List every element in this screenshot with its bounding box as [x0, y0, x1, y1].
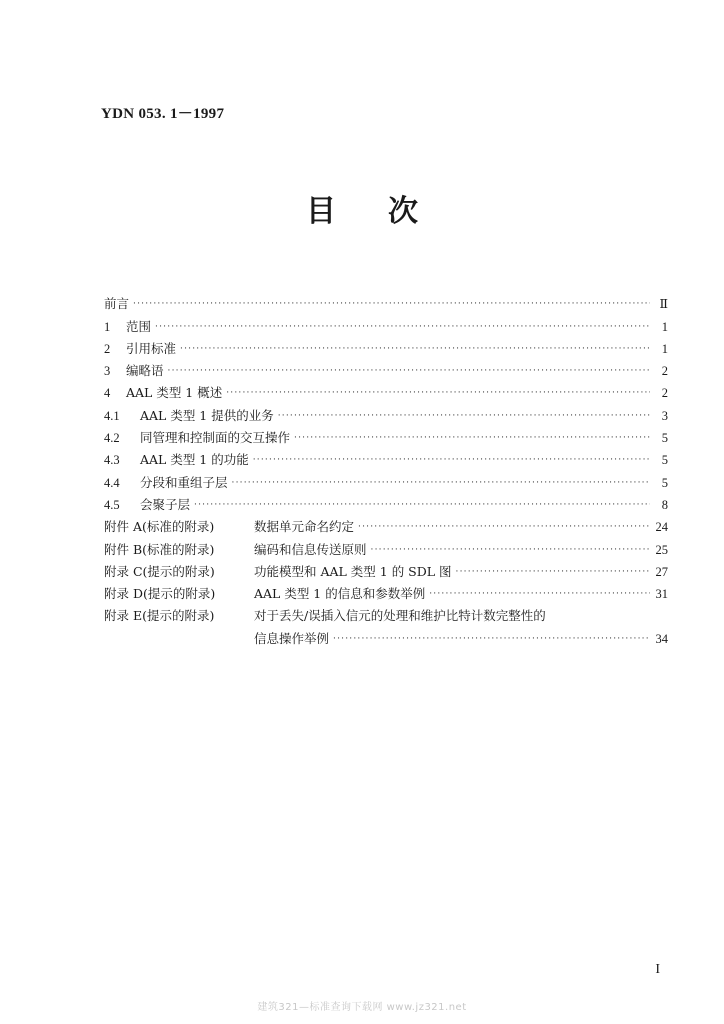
toc-entry-page: 1 [661, 319, 668, 334]
site-watermark: 建筑321—标准查询下载网 www.jz321.net [257, 1002, 467, 1013]
toc-entry-page: 25 [655, 542, 668, 557]
dot-leader [456, 564, 650, 580]
toc-entry-appendix-b[interactable] [104, 535, 668, 557]
toc-entry-label: AAL 类型 1 的功能 [140, 452, 249, 468]
dot-leader [429, 586, 650, 602]
toc-entry-foreword[interactable] [104, 290, 668, 312]
toc-entry-4-4[interactable] [104, 468, 668, 490]
toc-entry-scope[interactable] [104, 312, 668, 334]
dot-leader [226, 385, 650, 401]
toc-entry-label: 编码和信息传送原则 [254, 541, 367, 557]
dot-leader [133, 296, 650, 312]
dot-leader [168, 363, 650, 379]
toc-entry-appendix-e[interactable] [104, 602, 668, 624]
toc-entry-page: 3 [661, 408, 668, 423]
toc-entry-appendix-e-continued[interactable] [104, 624, 668, 646]
toc-entry-label: 数据单元命名约定 [254, 519, 355, 535]
toc-entry-label: 同管理和控制面的交互操作 [140, 430, 291, 446]
toc-entry-references[interactable] [104, 335, 668, 357]
toc-entry-page: 5 [661, 453, 668, 468]
toc-entry-4-5[interactable] [104, 491, 668, 513]
appendix-prefix: 附件 A(标准的附录) [104, 519, 215, 535]
dot-leader [155, 319, 650, 335]
toc-entry-page: 34 [655, 631, 668, 646]
toc-entry-page: 2 [661, 386, 668, 401]
toc-entry-page: 8 [661, 497, 668, 512]
toc-entry-appendix-d[interactable] [104, 580, 668, 602]
toc-entry-label: AAL 类型 1 的信息和参数举例 [254, 586, 426, 602]
title-char-1: 目 [306, 194, 336, 229]
dot-leader [278, 408, 650, 424]
toc-entry-appendix-c[interactable] [104, 558, 668, 580]
appendix-prefix: 附录 D(提示的附录) [104, 586, 216, 602]
toc-entry-label: 功能模型和 AAL 类型 1 的 SDL 图 [254, 563, 452, 579]
toc-entry-page: 1 [661, 341, 668, 356]
toc-entry-page: Ⅱ [659, 297, 668, 312]
toc-entry-number: 4.1 [104, 408, 120, 423]
toc-entry-4-1[interactable] [104, 401, 668, 423]
dot-leader [232, 475, 650, 491]
toc-entry-number: 4.3 [104, 453, 120, 468]
toc-entry-label: 信息操作举例 [254, 630, 330, 646]
toc-entry-number: 4.4 [104, 475, 120, 490]
page-title [0, 186, 724, 230]
toc-entry-number: 3 [104, 364, 111, 379]
toc-entry-label: 编略语 [126, 363, 164, 379]
toc-entry-number: 4 [104, 386, 111, 401]
toc-entry-page: 24 [655, 520, 668, 535]
title-char-2: 次 [388, 194, 418, 229]
toc-entry-label: 会聚子层 [140, 496, 191, 512]
toc-entry-label: AAL 类型 1 提供的业务 [140, 407, 274, 423]
dot-leader [180, 341, 650, 357]
dot-leader [333, 631, 650, 647]
toc-entry-label: 对于丢失/误插入信元的处理和维护比特计数完整性的 [254, 608, 546, 624]
appendix-prefix: 附录 E(提示的附录) [104, 608, 215, 624]
dot-leader [253, 452, 650, 468]
toc-entry-label: AAL 类型 1 概述 [126, 385, 223, 401]
dot-leader [194, 497, 650, 513]
dot-leader [294, 430, 650, 446]
toc-entry-label: 引用标准 [126, 340, 177, 356]
toc-entry-number: 4.5 [104, 497, 120, 512]
page-number: I [655, 962, 660, 977]
toc-entry-page: 2 [661, 364, 668, 379]
appendix-prefix: 附录 C(提示的附录) [104, 563, 215, 579]
toc-entry-page: 27 [655, 564, 668, 579]
standard-code: YDN 053. 1－1997 [101, 106, 225, 122]
toc-entry-number: 2 [104, 341, 111, 356]
toc-entry-page: 5 [661, 475, 668, 490]
toc-entry-label: 分段和重组子层 [140, 474, 228, 490]
toc-entry-appendix-a[interactable] [104, 513, 668, 535]
toc-entry-4-2[interactable] [104, 424, 668, 446]
toc-entry-abbreviations[interactable] [104, 357, 668, 379]
table-of-contents [104, 290, 668, 647]
dot-leader [358, 519, 650, 535]
appendix-prefix: 附件 B(标准的附录) [104, 541, 215, 557]
toc-entry-aal1-overview[interactable] [104, 379, 668, 401]
toc-entry-page: 31 [655, 587, 668, 602]
toc-entry-number: 4.2 [104, 431, 120, 446]
toc-entry-number: 1 [104, 319, 111, 334]
toc-entry-4-3[interactable] [104, 446, 668, 468]
toc-entry-label: 范围 [126, 318, 152, 334]
toc-entry-page: 5 [661, 431, 668, 446]
dot-leader [371, 542, 650, 558]
toc-entry-label: 前言 [104, 296, 130, 312]
